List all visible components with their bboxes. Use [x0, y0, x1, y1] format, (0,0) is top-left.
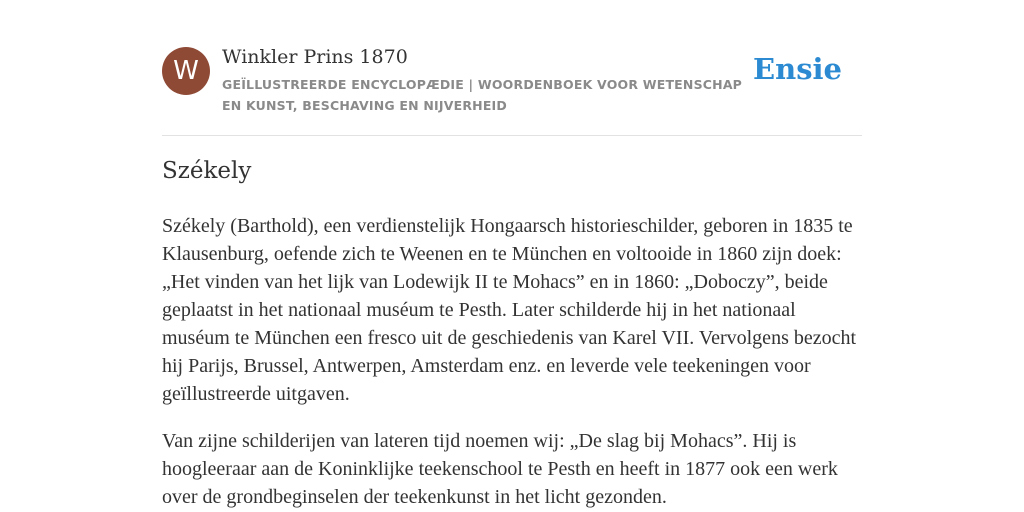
article-paragraph: Van zijne schilderijen van lateren tijd noemen wij: „De slag bij Mohacs”. Hij is hoogleeraar aan de Koninklijke teekenschool te Pesth en heeft in 1877 ook een werk over de grondbeginselen der teekenkunst in het licht gezonden. [162, 430, 838, 508]
source-subtitle: GEÏLLUSTREERDE ENCYCLOPÆDIE | WOORDENBOEK VOOR WETENSCHAP EN KUNST, BESCHAVING EN NIJVERHEID [222, 77, 743, 113]
article-title: Székely [162, 158, 252, 184]
article-paragraph: Székely (Barthold), een verdienstelijk Hongaarsch historieschilder, geboren in 1835 te Klausenburg, oefende zich te Weenen en te München en voltooide in 1860 zijn doek: „Het vinden van het lijk van Lodewijk II te Mohacs” en in 1860: „Doboczy”, beide geplaatst in het nationaal muséum te Pesth. Later schilderde hij in het nationaal muséum te München een fresco uit de geschiedenis van Karel VII. Vervolgens bezocht hij Parijs, Brussel, Antwerpen, Amsterdam enz. en leverde vele teekeningen voor geïllustreerde uitgaven. [162, 215, 857, 405]
source-avatar[interactable]: W [162, 47, 210, 95]
article-body [162, 212, 862, 512]
source-title[interactable]: Winkler Prins 1870 [222, 46, 408, 68]
ensie-logo[interactable]: Ensie [753, 52, 842, 86]
source-header [162, 44, 862, 136]
header-divider [162, 135, 862, 136]
